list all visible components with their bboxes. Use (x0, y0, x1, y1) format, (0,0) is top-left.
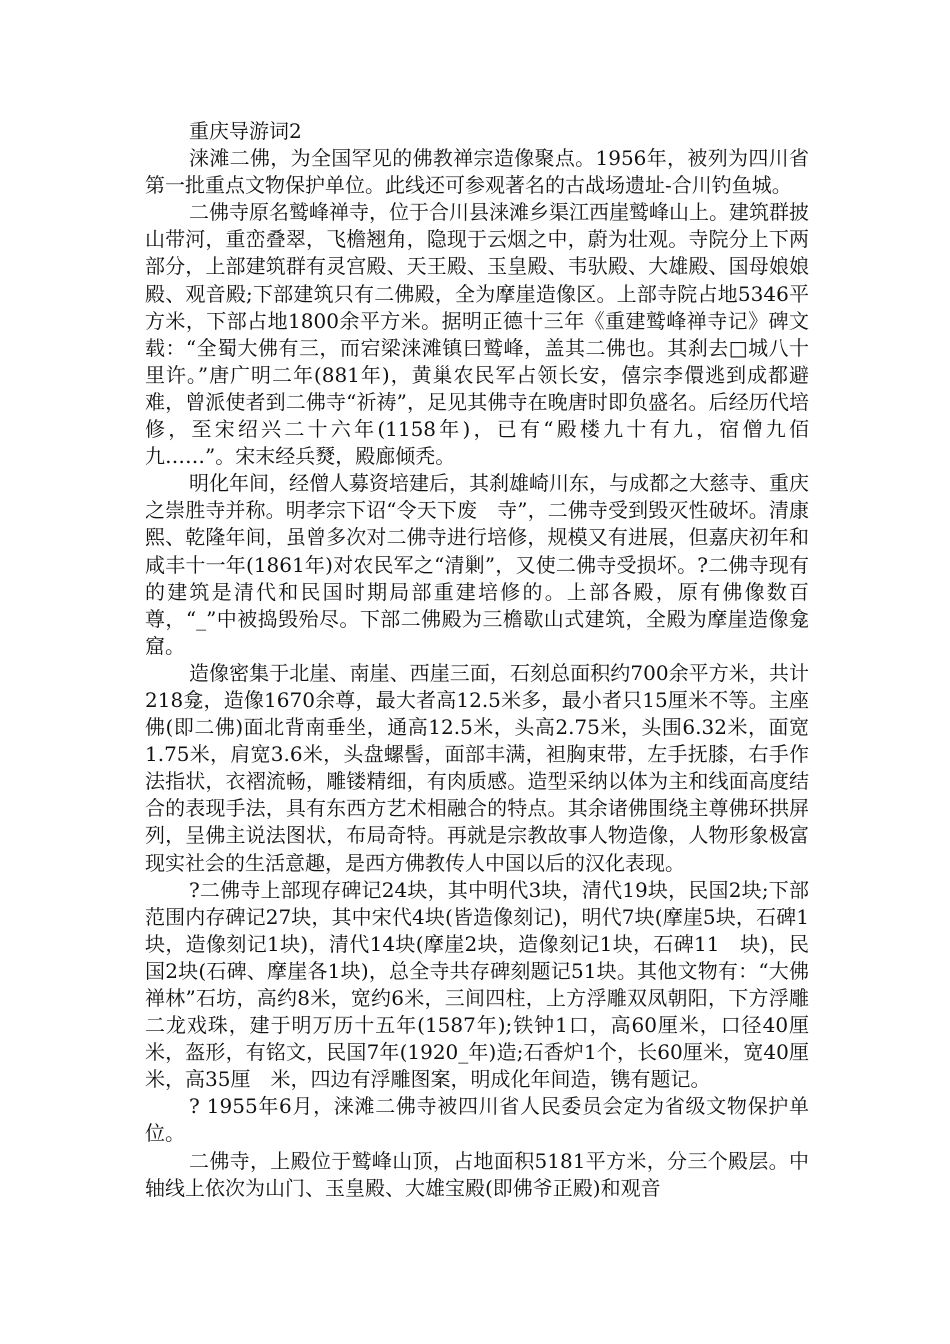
paragraph-ming-qing: 明化年间，经僧人募资培建后，其刹雄崎川东，与成都之大慈寺、重庆之崇胜寺并称。明孝宗下诏“令天下废 寺”，二佛寺受到毁灭性破坏。清康熙、乾隆年间，虽曾多次对二佛寺进行培修，规模又有进展，但嘉庆初年和咸丰十一年(1861年)对农民军之“清剿”，又使二佛寺受损坏。?二佛寺现有的建筑是清代和民国时期局部重建培修的。上部各殿，原有佛像数百尊，“_”中被捣毁殆尽。下部二佛殿为三檐歇山式建筑，全殿为摩崖造像龛窟。 (145, 471, 809, 658)
paragraph-statues: 造像密集于北崖、南崖、西崖三面，石刻总面积约700余平方米，共计218龛，造像1670余尊，最大者高12.5米多，最小者只15厘米不等。主座佛(即二佛)面北背南垂坐，通高12.5米，头高2.75米，头围6.32米，面宽1.75米，肩宽3.6米，头盘螺髻，面部丰满，袒胸束带，左手抚膝，右手作法指状，衣褶流畅，雕镂精细，有肉质感。造型采纳以体为主和线面高度结合的表现手法，具有东西方艺术相融合的特点。其余诸佛围绕主尊佛环拱屏列，呈佛主说法图状，布局奇特。再就是宗教故事人物造像，人物形象极富现实社会的生活意趣，是西方佛教传人中国以后的汉化表现。 (145, 660, 809, 875)
paragraph-protection: ? 1955年6月，涞滩二佛寺被四川省人民委员会定为省级文物保护单位。 (145, 1094, 809, 1146)
paragraph-steles: ?二佛寺上部现存碑记24块，其中明代3块，清代19块，民国2块;下部范围内存碑记27块，其中宋代4块(皆造像刻记)，明代7块(摩崖5块，石碑1块，造像刻记1块)，清代14块(摩崖2块，造像刻记1块，石碑11 块)，民国2块(石碑、摩崖各1块)，总全寺共存碑刻题记51块。其他文物有：“大佛禅林”石坊，高约8米，宽约6米，三间四柱，上方浮雕双凤朝阳，下方浮雕二龙戏珠，建于明万历十五年(1587年);铁钟1口，高60厘米，口径40厘米，盔形，有铭文，民国7年(1920_年)造;石香炉1个，长60厘米，宽40厘米，高35厘 米，四边有浮雕图案，明成化年间造，镌有题记。 (145, 877, 809, 1092)
paragraph-intro: 涞滩二佛，为全国罕见的佛教禅宗造像聚点。1956年，被列为四川省第一批重点文物保护单位。此线还可参观著名的古战场遗址-合川钓鱼城。 (145, 146, 809, 198)
paragraph-upper-hall: 二佛寺，上殿位于鹫峰山顶，占地面积5181平方米，分三个殿层。中轴线上依次为山门、玉皇殿、大雄宝殿(即佛爷正殿)和观音 (145, 1148, 809, 1200)
document-body (145, 118, 809, 1202)
paragraph-history: 二佛寺原名鹫峰禅寺，位于合川县涞滩乡渠江西崖鹫峰山上。建筑群披山带河，重峦叠翠，飞檐翘角，隐现于云烟之中，蔚为壮观。寺院分上下两部分，上部建筑群有灵宫殿、天王殿、玉皇殿、韦驮殿、大雄殿、国母娘娘殿、观音殿;下部建筑只有二佛殿，全为摩崖造像区。上部寺院占地5346平方米，下部占地1800余平方米。据明正德十三年《重建鹫峰禅寺记》碑文载：“全蜀大佛有三，而宕梁涞滩镇曰鹫峰，盖其二佛也。其刹去□城八十里许。”唐广明二年(881年)，黄巢农民军占领长安，僖宗李儇逃到成都避难，曾派使者到二佛寺“祈祷”，足见其佛寺在晚唐时即负盛名。后经历代培修，至宋绍兴二十六年(1158年)，已有“殿楼九十有九，宿僧九佰九……”。宋末经兵燹，殿廊倾秃。 (145, 200, 809, 469)
document-title: 重庆导游词2 (189, 119, 302, 143)
